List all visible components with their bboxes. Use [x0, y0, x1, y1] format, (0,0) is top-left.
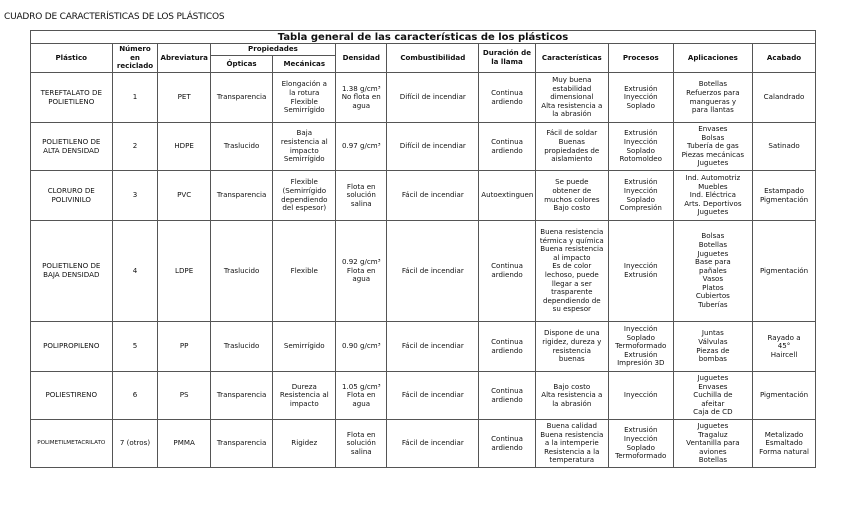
cell-line: Bolsas: [701, 231, 725, 241]
cell-mecanicas: [273, 372, 336, 420]
table-row: [31, 123, 816, 171]
cell-line: 1.05 g/cm³: [341, 381, 381, 391]
cell-line: Base para: [695, 257, 731, 267]
cell-line: Extrusión: [624, 349, 658, 359]
table-row: [31, 322, 816, 372]
cell-line: aislamiento: [551, 154, 593, 164]
cell-combustibilidad: Fácil de incendiar: [387, 420, 479, 468]
cell-line: resistencia: [552, 345, 591, 355]
cell-plastico: [31, 372, 113, 420]
cell-line: Juguetes: [697, 373, 729, 383]
cell-duracion: [479, 221, 535, 322]
document-title: CUADRO DE CARACTERÍSTICAS DE LOS PLÁSTICOS: [4, 12, 225, 22]
cell-line: Juntas: [701, 328, 724, 338]
cell-abreviatura: PP: [158, 322, 210, 372]
cell-line: Inyección: [623, 92, 658, 102]
cell-caracteristicas: [535, 372, 608, 420]
cell-densidad: [336, 372, 387, 420]
cell-line: Autoextinguen: [481, 190, 534, 200]
cell-line: muchos colores: [544, 194, 600, 204]
cell-line: Haircell: [770, 349, 798, 359]
cell-abreviatura: PMMA: [158, 420, 210, 468]
cell-duracion: [479, 123, 535, 171]
cell-mecanicas: [273, 123, 336, 171]
cell-line: Vasos: [702, 274, 724, 284]
cell-line: pañales: [699, 265, 727, 275]
cell-line: Cuchilla de: [693, 390, 733, 400]
cell-line: Forma natural: [759, 446, 809, 456]
cell-line: salina: [350, 446, 372, 456]
table-row: [31, 372, 816, 420]
cell-line: ardiendo: [491, 96, 523, 106]
cell-line: Platos: [702, 282, 724, 292]
cell-line: Inyección: [623, 390, 658, 400]
cell-plastico: [31, 420, 113, 468]
header-duracion: Duración de la llama: [479, 44, 535, 73]
cell-line: Semirrígido: [283, 341, 325, 351]
cell-line: Bajo costo: [553, 381, 591, 391]
cell-line: al impacto: [553, 252, 591, 262]
cell-line: mangueras y: [689, 96, 737, 106]
cell-line: estabilidad: [552, 83, 592, 93]
cell-line: Juguetes: [697, 158, 729, 168]
header-opticas: Ópticas: [210, 56, 273, 73]
cell-opticas: Transparencia: [210, 372, 273, 420]
cell-abreviatura: HDPE: [158, 123, 210, 171]
cell-line: la rotura: [289, 87, 320, 97]
cell-line: ALTA DENSIDAD: [43, 145, 100, 155]
cell-line: para llantas: [691, 105, 734, 115]
cell-line: Piezas mecánicas: [681, 149, 745, 159]
cell-line: Calandrado: [763, 92, 805, 102]
table-row: [31, 73, 816, 123]
cell-duracion: [479, 372, 535, 420]
cell-plastico: [31, 123, 113, 171]
cell-line: Tubería de gas: [686, 141, 739, 151]
cell-line: Pigmentación: [759, 390, 809, 400]
cell-numero: 1: [112, 73, 158, 123]
cell-plastico: [31, 171, 113, 221]
cell-acabado: [753, 73, 816, 123]
cell-line: Continua: [491, 336, 523, 346]
cell-line: Extrusión: [624, 128, 658, 138]
cell-line: Bolsas: [701, 132, 725, 142]
cell-line: Flota en: [346, 390, 376, 400]
cell-mecanicas: [273, 221, 336, 322]
cell-combustibilidad: Difícil de incendiar: [387, 123, 479, 171]
cell-line: ardiendo: [491, 145, 523, 155]
cell-abreviatura: PET: [158, 73, 210, 123]
cell-opticas: Traslucido: [210, 123, 273, 171]
cell-numero: 2: [112, 123, 158, 171]
cell-caracteristicas: [535, 420, 608, 468]
cell-numero: 6: [112, 372, 158, 420]
cell-densidad: [336, 171, 387, 221]
cell-line: Continua: [491, 433, 523, 443]
cell-line: Continua: [491, 87, 523, 97]
cell-line: impacto: [289, 398, 319, 408]
cell-aplicaciones: [673, 420, 752, 468]
cell-line: TEREFTALATO DE: [40, 87, 102, 97]
cell-line: rigidez, dureza y: [542, 336, 602, 346]
header-acabado: Acabado: [753, 44, 816, 73]
cell-duracion: [479, 420, 535, 468]
cell-line: Rotomoldeo: [619, 154, 663, 164]
cell-line: Botellas: [698, 239, 728, 249]
cell-line: Muebles: [698, 181, 728, 191]
cell-line: Juguetes: [697, 207, 729, 217]
cell-acabado: [753, 171, 816, 221]
cell-line: lechoso, puede: [544, 270, 599, 279]
cell-combustibilidad: Fácil de incendiar: [387, 322, 479, 372]
cell-line: afeitar: [701, 398, 725, 408]
cell-line: Soplado: [626, 194, 656, 204]
cell-line: ardiendo: [491, 394, 523, 404]
cell-densidad: [336, 322, 387, 372]
cell-line: Ind. Automotriz: [685, 173, 741, 183]
table-row: [31, 171, 816, 221]
cell-line: Metalizado: [764, 429, 804, 439]
cell-line: agua: [352, 100, 371, 110]
cell-line: dependiendo de: [543, 295, 601, 305]
cell-opticas: Transparencia: [210, 171, 273, 221]
cell-line: agua: [352, 398, 371, 408]
cell-line: térmica y química: [539, 235, 604, 245]
cell-line: Soplado: [626, 145, 656, 155]
cell-line: dependiendo: [281, 194, 328, 204]
cell-combustibilidad: Fácil de incendiar: [387, 221, 479, 322]
cell-line: Soplado: [626, 332, 656, 342]
cell-line: Soplado: [626, 442, 656, 452]
cell-numero: 5: [112, 322, 158, 372]
table-title: Tabla general de las características de los plásticos: [31, 31, 816, 44]
cell-line: POLIETILENO DE: [42, 136, 101, 146]
header-plastico: Plástico: [31, 44, 113, 73]
cell-line: Tragaluz: [698, 429, 728, 439]
cell-line: dimensional: [550, 92, 594, 102]
cell-line: Baja: [296, 128, 313, 138]
cell-numero: 7 (otros): [112, 420, 158, 468]
header-propiedades: Propiedades: [210, 44, 335, 56]
cell-aplicaciones: [673, 171, 752, 221]
cell-caracteristicas: [535, 73, 608, 123]
cell-line: Buena calidad: [546, 421, 597, 431]
cell-line: solución: [346, 438, 376, 448]
cell-line: la abrasión: [552, 109, 592, 119]
cell-plastico: [31, 73, 113, 123]
cell-combustibilidad: Fácil de incendiar: [387, 171, 479, 221]
cell-line: Se puede: [555, 177, 589, 187]
cell-line: temperatura: [549, 455, 595, 465]
cell-line: Alta resistencia a: [541, 100, 603, 110]
cell-line: Impresión 3D: [617, 358, 665, 368]
cell-line: 0.90 g/cm³: [341, 341, 381, 351]
cell-mecanicas: [273, 420, 336, 468]
table-row: [31, 221, 816, 322]
cell-line: CLORURO DE: [47, 185, 95, 195]
cell-line: Termoformado: [615, 451, 667, 461]
cell-aplicaciones: [673, 73, 752, 123]
cell-caracteristicas: [535, 171, 608, 221]
cell-aplicaciones: [673, 221, 752, 322]
cell-line: Flota en: [346, 429, 376, 439]
cell-duracion: [479, 171, 535, 221]
header-combustibilidad: Combustibilidad: [387, 44, 479, 73]
cell-line: ardiendo: [491, 345, 523, 355]
cell-line: 0.92 g/cm³: [341, 257, 381, 267]
cell-line: POLIMETILMETACRILATO: [37, 440, 106, 447]
cell-line: Buena resistencia: [540, 227, 604, 237]
cell-line: Extrusión: [624, 177, 658, 187]
cell-line: Flota en: [346, 181, 376, 191]
cell-mecanicas: [273, 73, 336, 123]
cell-line: trasparente: [551, 287, 593, 297]
cell-line: Válvulas: [698, 336, 728, 346]
cell-combustibilidad: Fácil de incendiar: [387, 372, 479, 420]
cell-line: Refuerzos para: [686, 87, 740, 97]
cell-line: Muy buena: [552, 75, 592, 85]
cell-combustibilidad: Difícil de incendiar: [387, 73, 479, 123]
cell-line: Pigmentación: [759, 194, 809, 204]
cell-abreviatura: LDPE: [158, 221, 210, 322]
cell-numero: 4: [112, 221, 158, 322]
cell-line: 0.97 g/cm³: [341, 141, 381, 151]
cell-line: Piezas de: [696, 345, 730, 355]
cell-aplicaciones: [673, 322, 752, 372]
cell-line: llegar a ser: [551, 278, 592, 288]
cell-opticas: Traslucido: [210, 322, 273, 372]
cell-abreviatura: PVC: [158, 171, 210, 221]
cell-line: a la intemperie: [544, 438, 599, 448]
cell-opticas: Transparencia: [210, 73, 273, 123]
cell-plastico: [31, 221, 113, 322]
cell-line: 45°: [777, 341, 791, 351]
header-abreviatura: Abreviatura: [158, 44, 210, 73]
cell-densidad: [336, 123, 387, 171]
cell-line: propiedades de: [544, 145, 600, 155]
cell-densidad: [336, 420, 387, 468]
cell-line: Semirrígido: [283, 154, 325, 164]
cell-line: Compresión: [619, 203, 662, 213]
cell-line: POLIETILENO DE: [42, 261, 101, 271]
cell-line: agua: [352, 274, 371, 284]
cell-line: Arts. Deportivos: [684, 198, 742, 208]
table-body: [31, 73, 816, 468]
cell-line: Buena resistencia: [540, 244, 604, 254]
cell-line: Juguetes: [697, 248, 729, 258]
cell-line: Resistencia al: [279, 390, 329, 400]
cell-caracteristicas: [535, 221, 608, 322]
cell-line: Satinado: [768, 141, 800, 151]
cell-densidad: [336, 221, 387, 322]
cell-plastico: [31, 322, 113, 372]
cell-line: Extrusión: [624, 270, 658, 279]
header-caracteristicas: Características: [535, 44, 608, 73]
cell-numero: 3: [112, 171, 158, 221]
cell-procesos: [608, 123, 673, 171]
table-row: [31, 420, 816, 468]
cell-line: Estampado: [764, 185, 804, 195]
cell-line: solución: [346, 190, 376, 200]
header-aplicaciones: Aplicaciones: [673, 44, 752, 73]
cell-abreviatura: PS: [158, 372, 210, 420]
header-densidad: Densidad: [336, 44, 387, 73]
cell-line: Dureza: [291, 381, 317, 391]
cell-mecanicas: [273, 322, 336, 372]
cell-line: No flota en: [341, 92, 381, 102]
cell-line: su espesor: [552, 304, 591, 314]
cell-line: Inyección: [623, 433, 658, 443]
cell-line: salina: [350, 198, 372, 208]
cell-caracteristicas: [535, 123, 608, 171]
cell-line: Semirrígido: [283, 105, 325, 115]
cell-line: Inyección: [623, 185, 658, 195]
cell-line: POLIETILENO: [48, 96, 95, 106]
cell-line: Extrusión: [624, 425, 658, 435]
cell-line: obtener de: [552, 185, 592, 195]
cell-line: 1.38 g/cm³: [341, 83, 381, 93]
cell-acabado: [753, 372, 816, 420]
plastics-table: [30, 30, 816, 468]
cell-line: Dispone de una: [544, 328, 600, 338]
cell-line: Rayado a: [767, 332, 801, 342]
cell-line: buenas: [558, 354, 585, 364]
cell-line: del espesor): [282, 203, 327, 213]
cell-line: Cubiertos: [695, 291, 730, 301]
cell-duracion: [479, 73, 535, 123]
cell-opticas: Transparencia: [210, 420, 273, 468]
cell-acabado: [753, 123, 816, 171]
cell-line: la abrasión: [552, 398, 592, 408]
cell-line: Flexible: [290, 265, 318, 275]
cell-procesos: [608, 372, 673, 420]
cell-line: Ind. Eléctrica: [689, 190, 736, 200]
cell-line: Juguetes: [697, 421, 729, 431]
cell-line: Extrusión: [624, 83, 658, 93]
cell-mecanicas: [273, 171, 336, 221]
cell-duracion: [479, 322, 535, 372]
cell-line: Alta resistencia a: [541, 390, 603, 400]
cell-line: Pigmentación: [759, 265, 809, 275]
cell-line: Continua: [491, 385, 523, 395]
cell-procesos: [608, 221, 673, 322]
cell-line: Envases: [698, 124, 728, 134]
cell-line: Caja de CD: [693, 407, 733, 417]
cell-line: Termoformado: [615, 341, 667, 351]
cell-line: POLIVINILO: [51, 194, 92, 204]
cell-procesos: [608, 420, 673, 468]
cell-caracteristicas: [535, 322, 608, 372]
cell-procesos: [608, 322, 673, 372]
cell-line: ardiendo: [491, 442, 523, 452]
cell-line: Envases: [698, 381, 728, 391]
cell-line: POLIESTIRENO: [45, 390, 98, 400]
cell-aplicaciones: [673, 372, 752, 420]
cell-line: Continua: [491, 136, 523, 146]
cell-line: Elongación a: [281, 79, 328, 89]
cell-line: Es de color: [552, 261, 592, 271]
cell-line: Inyección: [623, 324, 658, 334]
cell-line: Esmaltado: [765, 438, 803, 448]
header-procesos: Procesos: [608, 44, 673, 73]
cell-acabado: [753, 322, 816, 372]
cell-densidad: [336, 73, 387, 123]
cell-line: Continua: [491, 261, 523, 271]
cell-line: Inyección: [623, 261, 658, 271]
cell-line: Botellas: [698, 79, 728, 89]
cell-line: Buenas: [558, 136, 585, 146]
cell-aplicaciones: [673, 123, 752, 171]
cell-procesos: [608, 73, 673, 123]
cell-line: Ventanilla para: [686, 438, 740, 448]
cell-line: Buena resistencia: [540, 429, 604, 439]
cell-procesos: [608, 171, 673, 221]
cell-line: Inyección: [623, 136, 658, 146]
cell-line: ardiendo: [491, 270, 523, 279]
cell-opticas: Traslucido: [210, 221, 273, 322]
cell-line: (Semirrígido: [282, 185, 327, 195]
cell-acabado: [753, 221, 816, 322]
cell-line: impacto: [289, 145, 319, 155]
cell-line: Resistencia a la: [544, 446, 600, 456]
cell-line: Tuberías: [698, 300, 728, 310]
cell-line: Flexible: [290, 177, 318, 187]
cell-line: resistencia al: [280, 136, 328, 146]
cell-acabado: [753, 420, 816, 468]
cell-line: Flota en: [346, 265, 376, 275]
cell-line: Rigidez: [291, 438, 318, 448]
cell-line: aviones: [699, 446, 727, 456]
cell-line: BAJA DENSIDAD: [43, 270, 100, 279]
cell-line: Bajo costo: [553, 203, 591, 213]
cell-line: POLIPROPILENO: [43, 341, 100, 351]
cell-line: Botellas: [698, 455, 728, 465]
cell-line: Fácil de soldar: [546, 128, 598, 138]
header-mecanicas: Mecánicas: [273, 56, 336, 73]
cell-line: Flexible: [290, 96, 318, 106]
cell-line: Soplado: [626, 100, 656, 110]
cell-line: bombas: [698, 354, 728, 364]
header-numero: Número en reciclado: [112, 44, 158, 73]
